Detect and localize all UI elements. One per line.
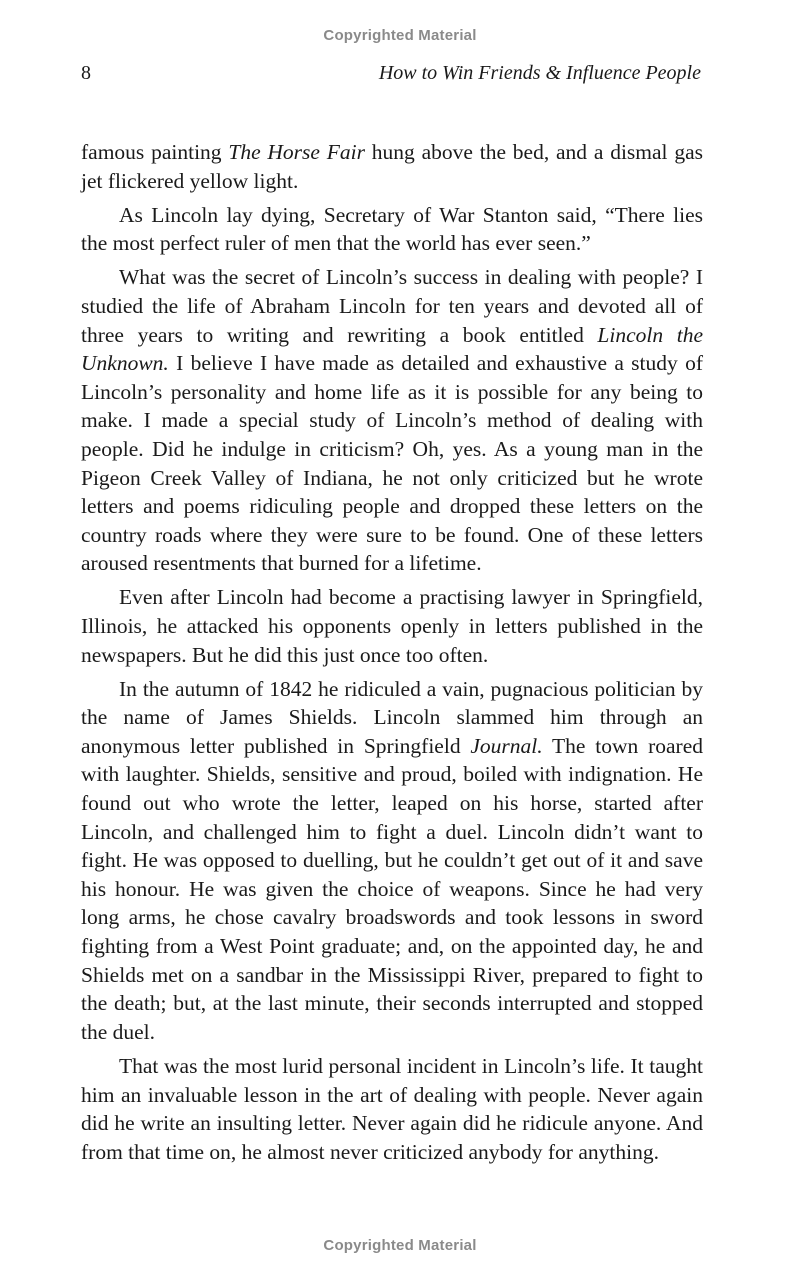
running-head — [81, 62, 701, 90]
copyright-watermark-bottom: Copyrighted Material — [323, 1237, 477, 1254]
body-text — [81, 138, 703, 1172]
paragraph-2: As Lincoln lay dying, Secretary of War Stanton said, “There lies the most perfect ruler of men that the world has ever seen.” — [81, 202, 703, 256]
copyright-watermark-top: Copyrighted Material — [323, 27, 477, 44]
page-number: 8 — [81, 62, 91, 84]
paragraph-1 — [81, 138, 703, 195]
paragraph-4: Even after Lincoln had become a practising lawyer in Springfield, Illinois, he attacked his opponents openly in letters published in the newspapers. But he did this just once too often. — [81, 585, 703, 667]
paragraph-3 — [81, 263, 703, 578]
paragraph-5-text-a: In the autumn of 1842 he ridiculed a vain, pugnacious politician by the name of James Shields. Lincoln slammed him through an anonymous letter published in Springfield — [81, 676, 703, 758]
book-title: How to Win Friends & Influence People — [378, 62, 701, 84]
paragraph-1-text-c: hung above the bed, and a dismal gas jet flickered yellow light. — [81, 140, 703, 193]
paragraph-3-text-c: I believe I have made as detailed and exhaustive a study of Lincoln’s personality and home life as it is possible for any being to make. I made a special study of Lincoln’s method of dealing with people. Did he indulge in criticism? Oh, yes. As a young man in the Pigeon Creek Valley of Indiana, he not only criticized but he wrote letters and poems ridiculing people and dropped these letters on the country roads where they were sure to be found. One of these letters aroused resentments that burned for a lifetime. — [81, 351, 703, 576]
paragraph-6: That was the most lurid personal incident in Lincoln’s life. It taught him an invaluable lesson in the art of dealing with people. Never again did he write an insulting letter. Never again did he ridicule anyone. And from that time on, he almost never criticized anybody for anything. — [81, 1053, 703, 1164]
paragraph-3-text-a: What was the secret of Lincoln’s success in dealing with people? I studied the life of Abraham Lincoln for ten years and devoted all of three years to writing and rewriting a book entitled — [81, 265, 703, 347]
paragraph-5-text-c: The town roared with laughter. Shields, sensitive and proud, boiled with indignation. He found out who wrote the letter, leaped on his horse, started after Lincoln, and challenged him to fight a duel. Lincoln didn’t want to fight. He was opposed to duelling, but he couldn’t get out of it and save his honour. He was given the choice of weapons. Since he had very long arms, he chose cavalry broadswords and took lessons in sword fighting from a West Point graduate; and, on the appointed day, he and Shields met on a sandbar in the Mississippi River, prepared to fight to the death; but, at the last minute, their seconds interrupted and stopped the duel. — [81, 733, 703, 1044]
paragraph-5 — [81, 675, 703, 1047]
book-title-lincoln-the-unknown: Lincoln the Unknown. — [81, 322, 703, 376]
paragraph-1-text-a: famous painting — [81, 140, 229, 164]
painting-title: The Horse Fair — [228, 140, 365, 164]
newspaper-title: Journal. — [470, 733, 543, 758]
